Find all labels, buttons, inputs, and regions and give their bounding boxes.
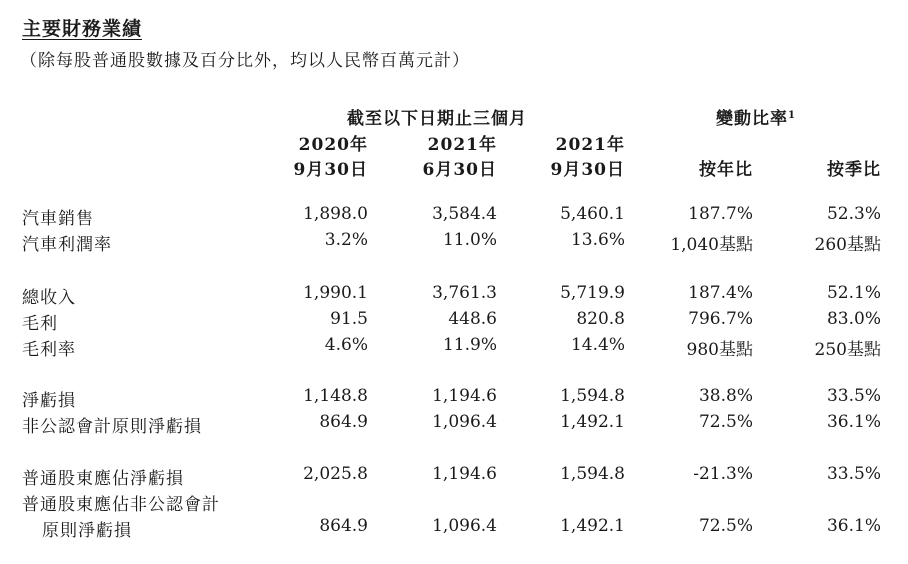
period-group-header: 截至以下日期止三個月 (347, 109, 527, 129)
table-cell: 52.3% (826, 204, 881, 224)
table-cell: 5,719.9 (560, 283, 625, 303)
table-cell: 72.5% (698, 412, 753, 432)
table-cell: 796.7% (688, 309, 753, 329)
col-4-header-yoy: 按年比 (699, 160, 753, 180)
table-cell: 864.9 (319, 412, 368, 432)
col-3-date: 9月30日 (550, 160, 625, 180)
table-cell: 3,761.3 (432, 283, 497, 303)
table-cell: 11.9% (442, 335, 497, 355)
table-cell: 1,040基點 (670, 235, 753, 255)
row-label-total-revenue: 總收入 (22, 288, 76, 308)
table-cell: 260基點 (814, 235, 881, 255)
table-cell: 1,898.0 (303, 204, 368, 224)
table-cell: 72.5% (698, 516, 753, 536)
col-5-header-qoq: 按季比 (827, 160, 881, 180)
table-cell: 1,096.4 (432, 516, 497, 536)
table-cell: -21.3% (693, 464, 753, 484)
row-label-gross-profit: 毛利 (22, 314, 58, 334)
table-cell: 1,594.8 (560, 464, 625, 484)
row-label-non-gaap-net-loss-to-shareholders-line1: 普通股東應佔非公認會計 (22, 495, 220, 515)
row-label-net-loss-to-shareholders: 普通股東應佔淨虧損 (22, 469, 184, 489)
table-cell: 250基點 (814, 340, 881, 360)
table-cell: 3.2% (324, 230, 368, 250)
table-cell: 14.4% (570, 335, 625, 355)
change-group-label: 變動比率 (716, 109, 788, 129)
table-cell: 91.5 (330, 309, 368, 329)
table-cell: 13.6% (570, 230, 625, 250)
table-cell: 33.5% (826, 386, 881, 406)
row-label-non-gaap-net-loss: 非公認會計原則淨虧損 (22, 417, 202, 437)
row-label-non-gaap-net-loss-to-shareholders-line2: 原則淨虧損 (42, 521, 132, 541)
table-cell: 864.9 (319, 516, 368, 536)
table-cell: 980基點 (686, 340, 753, 360)
table-cell: 11.0% (442, 230, 497, 250)
table-cell: 820.8 (576, 309, 625, 329)
table-cell: 3,584.4 (432, 204, 497, 224)
table-cell: 448.6 (448, 309, 497, 329)
col-2-year: 2021年 (427, 135, 497, 155)
table-cell: 187.7% (688, 204, 753, 224)
table-cell: 1,492.1 (560, 516, 625, 536)
row-label-vehicle-margin: 汽車利潤率 (22, 235, 112, 255)
report-title: 主要財務業績 (22, 18, 143, 40)
table-cell: 83.0% (826, 309, 881, 329)
table-cell: 1,194.6 (432, 464, 497, 484)
table-cell: 36.1% (826, 412, 881, 432)
col-1-date: 9月30日 (293, 160, 368, 180)
change-footnote-marker: 1 (788, 110, 796, 121)
change-group-header (716, 104, 796, 129)
table-cell: 1,990.1 (303, 283, 368, 303)
table-cell: 38.8% (698, 386, 753, 406)
table-cell: 1,096.4 (432, 412, 497, 432)
col-3-year: 2021年 (555, 135, 625, 155)
row-label-gross-margin: 毛利率 (22, 340, 76, 360)
row-label-net-loss: 淨虧損 (22, 391, 76, 411)
table-cell: 33.5% (826, 464, 881, 484)
table-cell: 1,194.6 (432, 386, 497, 406)
col-1-year: 2020年 (298, 135, 368, 155)
report-subtitle: （除每股普通股數據及百分比外，均以人民幣百萬元計） (20, 51, 470, 71)
table-cell: 5,460.1 (560, 204, 625, 224)
table-cell: 2,025.8 (303, 464, 368, 484)
col-2-date: 6月30日 (422, 160, 497, 180)
table-cell: 1,492.1 (560, 412, 625, 432)
table-cell: 36.1% (826, 516, 881, 536)
table-cell: 1,594.8 (560, 386, 625, 406)
table-cell: 187.4% (688, 283, 753, 303)
table-cell: 1,148.8 (303, 386, 368, 406)
table-cell: 4.6% (324, 335, 368, 355)
table-cell: 52.1% (826, 283, 881, 303)
row-label-vehicle-sales: 汽車銷售 (22, 209, 94, 229)
